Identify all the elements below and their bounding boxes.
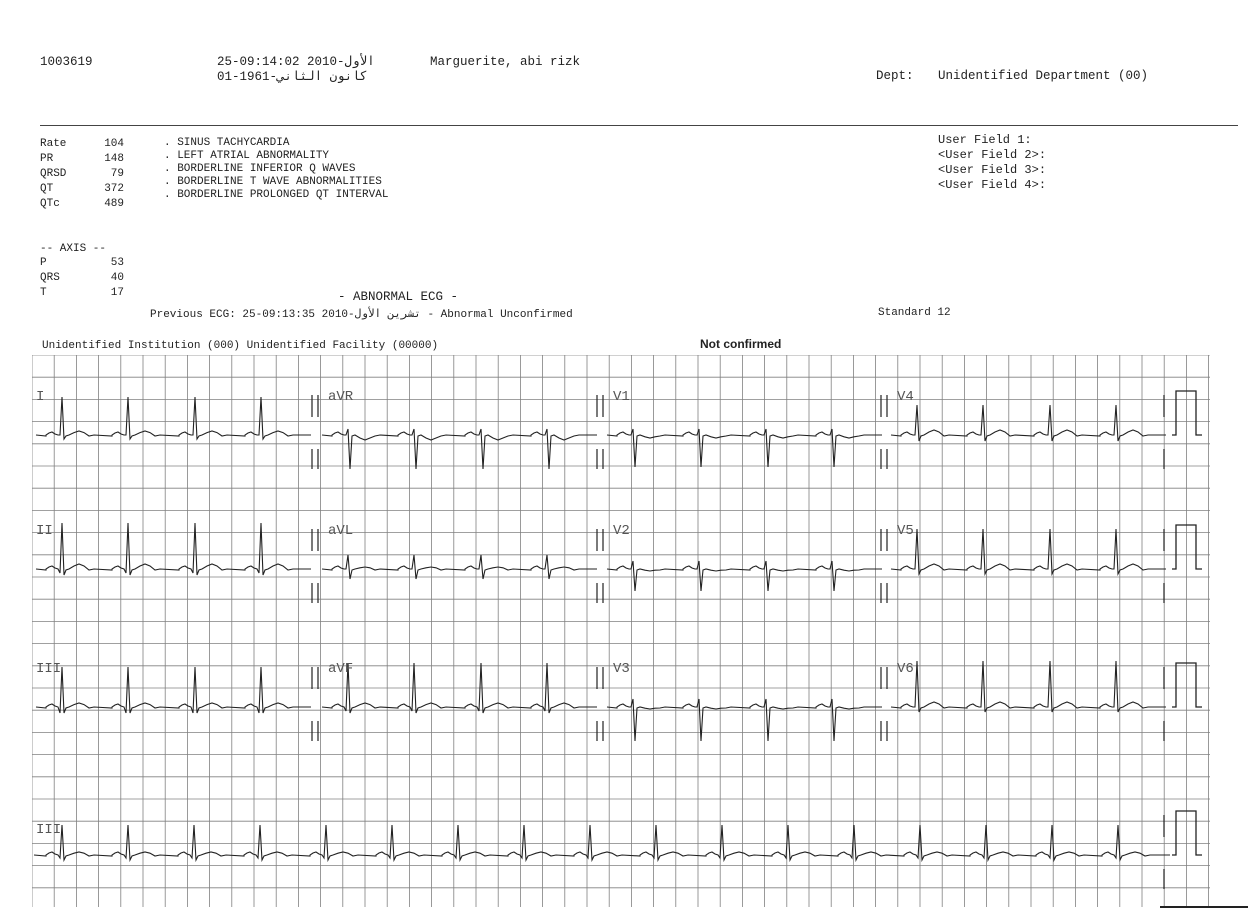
calibration-pulse <box>1172 663 1202 707</box>
interpretation-statement: . SINUS TACHYCARDIA <box>164 137 290 149</box>
measurement-value: 79 <box>110 168 124 180</box>
interpretation-statement: . BORDERLINE T WAVE ABNORMALITIES <box>164 176 382 188</box>
institution-line: Unidentified Institution (000) Unidentified Facility (00000) <box>42 340 439 352</box>
interpretation-statement: . LEFT ATRIAL ABNORMALITY <box>164 150 330 162</box>
lead-label-avl: aVL <box>328 523 354 539</box>
summary-statement: - ABNORMAL ECG - <box>338 290 459 304</box>
rhythm-lead-label: III <box>36 822 62 838</box>
lead-separator <box>312 667 318 741</box>
lead-trace-v6 <box>891 661 1166 712</box>
measurement-label: Rate <box>40 138 67 150</box>
measurement-value: 104 <box>104 138 124 150</box>
measurement-value: 489 <box>104 198 124 210</box>
measurement-label: PR <box>40 153 54 165</box>
patient-id: 1003619 <box>40 55 93 69</box>
lead-trace-ii <box>36 523 311 575</box>
lead-separator <box>881 395 887 469</box>
calibration-pulse <box>1172 525 1202 569</box>
axis-title: -- AXIS -- <box>40 243 107 255</box>
lead-separator <box>881 529 887 603</box>
axis-label: T <box>40 287 47 299</box>
axis-value: 40 <box>110 272 124 284</box>
ecg-strip <box>32 355 1210 907</box>
lead-label-i: I <box>36 389 45 405</box>
lead-separator <box>312 395 318 469</box>
interpretation-statement: . BORDERLINE PROLONGED QT INTERVAL <box>164 189 389 201</box>
interpretation-statement: . BORDERLINE INFERIOR Q WAVES <box>164 163 356 175</box>
lead-separator <box>597 667 603 741</box>
user-field: User Field 1: <box>938 133 1032 147</box>
lead-separator <box>597 395 603 469</box>
axis-value: 17 <box>110 287 124 299</box>
measurement-value: 148 <box>104 153 124 165</box>
lead-label-avr: aVR <box>328 389 354 405</box>
lead-separator <box>881 667 887 741</box>
lead-trace-v1 <box>607 429 882 467</box>
lead-trace-iii <box>36 667 311 713</box>
scale-marker <box>1160 906 1248 908</box>
date-of-birth: 01-1961-كانون الثاني <box>217 70 368 84</box>
measurement-label: QRSD <box>40 168 67 180</box>
dept-label: Dept: <box>876 69 914 83</box>
ecg-grid <box>32 355 1210 907</box>
measurement-label: QTc <box>40 198 60 210</box>
calibration-pulse <box>1172 391 1202 435</box>
lead-label-v2: V2 <box>613 523 630 539</box>
confirmation-status: Not confirmed <box>700 337 782 351</box>
measurement-value: 372 <box>104 183 124 195</box>
lead-label-v3: V3 <box>613 661 630 677</box>
rhythm-trace <box>34 825 1170 860</box>
dept-value: Unidentified Department (00) <box>938 69 1149 83</box>
user-field: <User Field 3>: <box>938 163 1047 177</box>
standard-label: Standard 12 <box>878 307 951 319</box>
axis-value: 53 <box>110 257 124 269</box>
axis-label: P <box>40 257 47 269</box>
ecg-grid-lines <box>32 355 1210 907</box>
lead-trace-v3 <box>607 699 882 741</box>
lead-trace-avr <box>322 429 597 469</box>
lead-separator <box>312 529 318 603</box>
user-field: <User Field 2>: <box>938 148 1047 162</box>
lead-label-avf: aVF <box>328 661 354 677</box>
lead-label-iii: III <box>36 661 62 677</box>
previous-ecg: Previous ECG: 25-09:13:35 2010-تشرين الأول - Abnormal Unconfirmed <box>150 309 573 321</box>
lead-trace-i <box>36 397 311 439</box>
calibration-pulse <box>1172 811 1202 855</box>
lead-label-v5: V5 <box>897 523 914 539</box>
patient-name: Marguerite, abi rizk <box>430 55 581 69</box>
lead-trace-v4 <box>891 405 1166 441</box>
acquisition-datetime: 25-09:14:02 2010-الأول <box>217 55 375 69</box>
lead-label-v1: V1 <box>613 389 630 405</box>
header-divider <box>40 125 1238 126</box>
axis-label: QRS <box>40 272 60 284</box>
lead-label-v4: V4 <box>897 389 914 405</box>
lead-label-v6: V6 <box>897 661 914 677</box>
lead-trace-v2 <box>607 561 882 591</box>
measurement-label: QT <box>40 183 54 195</box>
user-field: <User Field 4>: <box>938 178 1047 192</box>
lead-separator <box>597 529 603 603</box>
lead-trace-v5 <box>891 529 1166 574</box>
lead-label-ii: II <box>36 523 53 539</box>
lead-trace-avl <box>322 555 597 579</box>
